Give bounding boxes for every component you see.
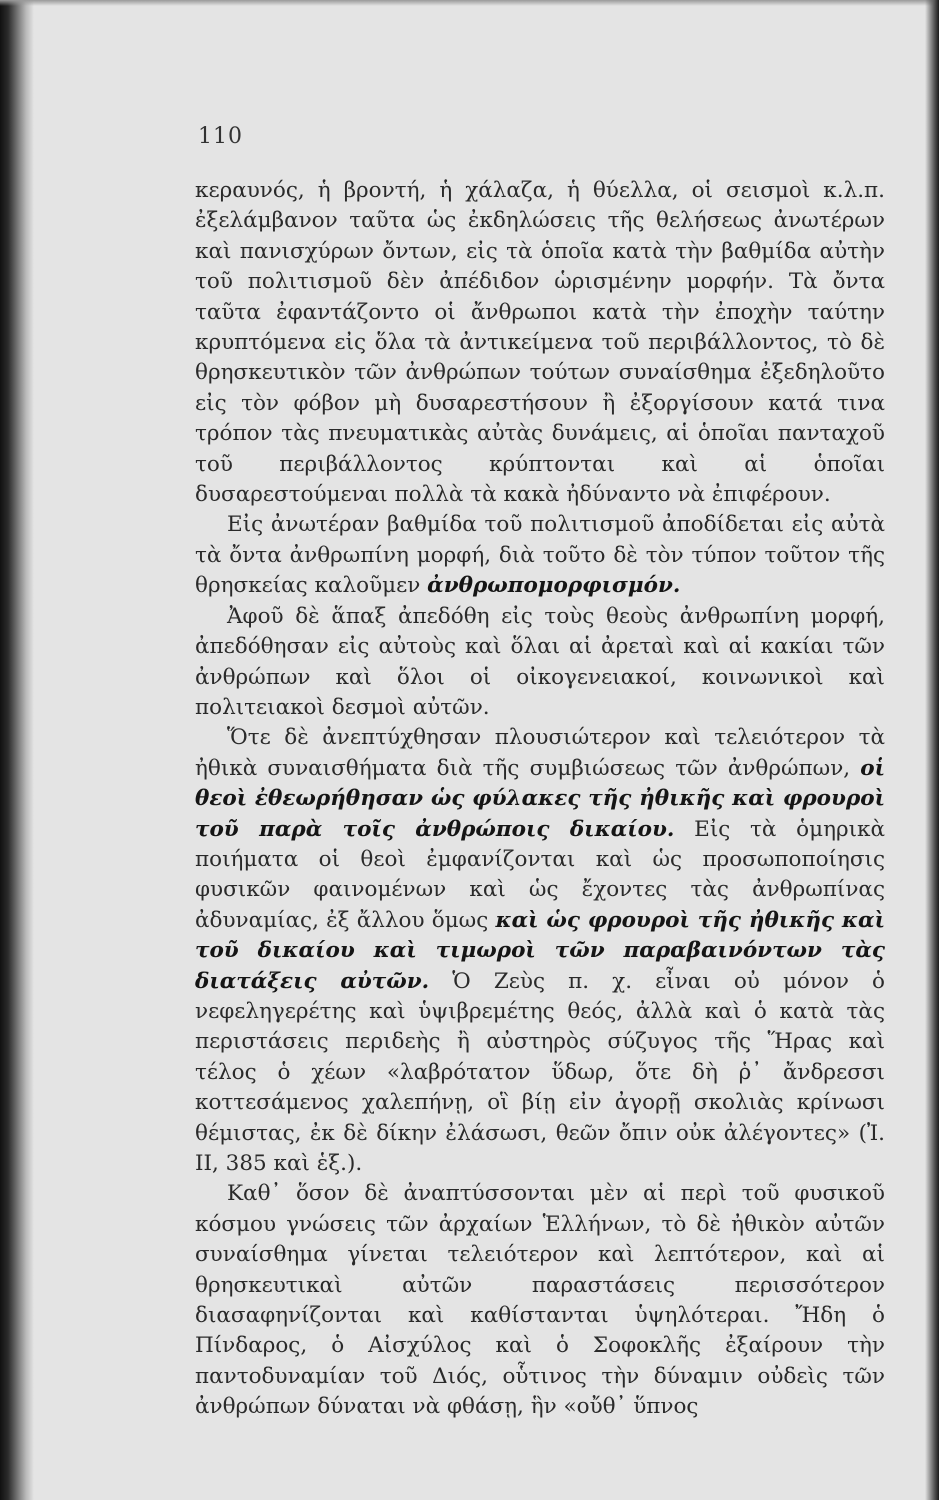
- text-run: Εἰς ἀνωτέραν βαθμίδα τοῦ πολιτισμοῦ ἀποδίδεται εἰς αὐτὰ τὰ ὄντα ἀνθρωπίνη μορφή, διὰ τοῦτο δὲ τὸν τύπον τοῦτον τῆς θρησκείας καλοῦμεν: [195, 512, 885, 599]
- spine-shadow: [0, 0, 34, 1500]
- right-edge-shadow: [925, 0, 939, 1500]
- top-edge-shadow: [0, 0, 939, 6]
- emphasized-phrase: οἱ θεοὶ ἐθεωρήθησαν ὡς φύλακες τῆς ἠθικῆς καὶ φρουροὶ τοῦ παρὰ τοῖς ἀνθρώποις δικαίου.: [195, 755, 885, 842]
- text-run: Ὁ Ζεὺς π. χ. εἶναι οὐ μόνον ὁ νεφεληγερέτης καὶ ὑψιβρεμέτης θεός, ἀλλὰ καὶ ὁ κατὰ τὰς περιστάσεις περιδεὴς ἢ αὐστηρὸς σύζυγος τῆς Ἥρας καὶ τέλος ὁ χέων «λαβρότατον ὕδωρ, ὅτε δὴ ῥ᾽ ἄνδρεσσι κοττεσάμενος χαλεπήνῃ, οἳ βίῃ εἰν ἀγορῇ σκολιὰς κρίνωσι θέμιστας, ἐκ δὲ δίκην ἐλάσωσι, θεῶν ὄπιν οὐκ ἀλέγοντες» (Ἰ. II, 385 καὶ ἑξ.).: [195, 968, 885, 1176]
- paragraph: [195, 602, 885, 724]
- text-run: κεραυνός, ἡ βροντή, ἡ χάλαζα, ἡ θύελλα, οἱ σεισμοὶ κ.λ.π. ἐξελάμβανον ταῦτα ὡς ἐκδηλώσεις τῆς θελήσεως ἀνωτέρων καὶ πανισχύρων ὄντων, εἰς τὰ ὁποῖα κατὰ τὴν βαθμίδα αὐτὴν τοῦ πολιτισμοῦ δὲν ἀπέδιδον ὡρισμένην μορφήν. Τὰ ὄντα ταῦτα ἐφαντάζοντο οἱ ἄνθρωποι κατὰ τὴν ἐποχὴν ταύτην κρυπτόμενα εἰς ὅλα τὰ ἀντικείμενα τοῦ περιβάλλοντος, τὸ δὲ θρησκευτικὸν τῶν ἀνθρώπων τούτων συναίσθημα ἐξεδηλοῦτο εἰς τὸν φόβον μὴ δυσαρεστήσουν ἢ ἐξοργίσουν κατά τινα τρόπον τὰς πνευματικὰς αὐτὰς δυνάμεις, αἱ ὁποῖαι πανταχοῦ τοῦ περιβάλλοντος κρύπτονται καὶ αἱ ὁποῖαι δυσαρεστούμεναι πολλὰ τὰ κακὰ ἠδύναντο νὰ ἐπιφέρουν.: [195, 178, 885, 508]
- paragraph: [195, 510, 885, 601]
- paragraph: [195, 723, 885, 1179]
- text-run: Ἀφοῦ δὲ ἅπαξ ἀπεδόθη εἰς τοὺς θεοὺς ἀνθρωπίνη μορφή, ἀπεδόθησαν εἰς αὐτοὺς καὶ ὅλαι αἱ ἀρεταὶ καὶ αἱ κακίαι τῶν ἀνθρώπων καὶ ὅλοι οἱ οἰκογενειακοί, κοινωνικοὶ καὶ πολιτειακοὶ δεσμοὶ αὐτῶν.: [195, 603, 885, 720]
- paragraph: [195, 176, 885, 510]
- emphasized-term: ἀνθρωπομορφισμόν.: [427, 573, 681, 599]
- text-run: Εἰς τὰ ὁμηρικὰ ποιήματα οἱ θεοὶ ἐμφανίζονται καὶ ὡς προσωποποίησις φυσικῶν φαινομένων καὶ ὡς ἔχοντες τὰς ἀνθρωπίνας ἀδυναμίας, ἐξ ἄλλου ὅμως: [195, 816, 885, 933]
- text-run: Ὅτε δὲ ἀνεπτύχθησαν πλουσιώτερον καὶ τελειότερον τὰ ἠθικὰ συναισθήματα διὰ τῆς συμβιώσεως τῶν ἀνθρώπων,: [195, 725, 885, 781]
- body-text: [195, 176, 885, 1423]
- paragraph: [195, 1179, 885, 1422]
- page-number: 110: [198, 124, 243, 149]
- text-run: Καθ᾽ ὅσον δὲ ἀναπτύσσονται μὲν αἱ περὶ τοῦ φυσικοῦ κόσμου γνώσεις τῶν ἀρχαίων Ἑλλήνων, τὸ δὲ ἠθικὸν αὐτῶν συναίσθημα γίνεται τελειότερον καὶ λεπτότερον, καὶ αἱ θρησκευτικαὶ αὐτῶν παραστάσεις περισσότερον διασαφηνίζονται καὶ καθίστανται ὑψηλότεραι. Ἤδη ὁ Πίνδαρος, ὁ Αἰσχύλος καὶ ὁ Σοφοκλῆς ἐξαίρουν τὴν παντοδυναμίαν τοῦ Διός, οὗτινος τὴν δύναμιν οὐδεὶς τῶν ἀνθρώπων δύναται νὰ φθάσῃ, ἣν «οὔθ᾽ ὕπνος: [195, 1181, 885, 1420]
- emphasized-phrase: καὶ ὡς φρουροὶ τῆς ἠθικῆς καὶ τοῦ δικαίου καὶ τιμωροὶ τῶν παραβαινόντων τὰς διατάξεις αὐτῶν.: [195, 907, 885, 994]
